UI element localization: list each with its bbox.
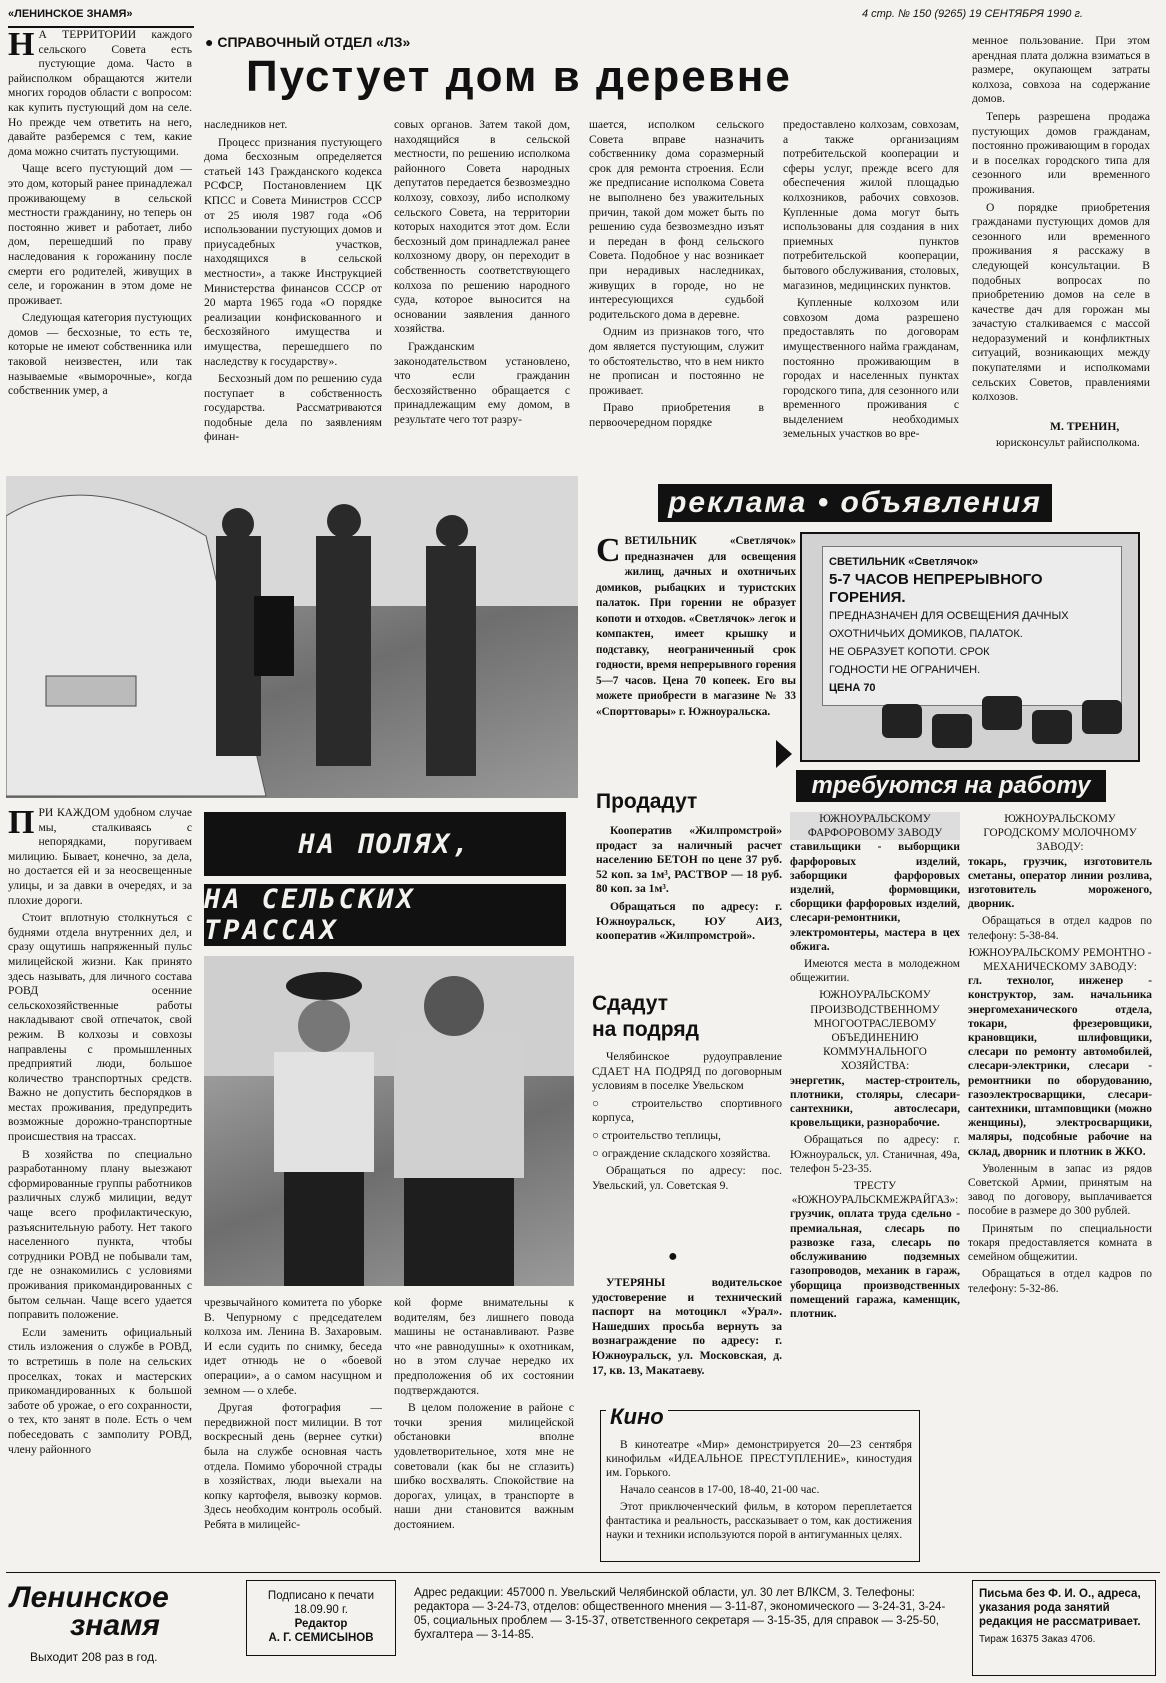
article2-column-1: П РИ КАЖДОМ удобном случае мы, сталкиваясь с непорядками, поругиваем милицию. Бывает, конечно, за дела, но достается ей и за неосвещенные улицы, и за давки в очередях, и за плохие дороги. Стоит вплотную столкнуться с буднями отдела внутренних дел, и сразу ощутишь напряженный пульс милицейской жизни. Как принято здесь называть, для личного состава РОВД осенние сельскохозяйственные работы накладывают свой отпечаток, свой режим. В колхозы и совхозы направлены с промышленных предприятий люди, большое количество транспортных средств. Важно не допустить беспорядков в местах проживания, предупредить возможные дорожно-транспортные происшествия на трассах. В хозяйства по специально разработанному плану выезжают сформированные группы работников различных служб милиции, ведут чаще всего профилактическую, разъяснительную работу. Нет такого населенного пункта, чтобы сотрудники РОВД не побывали там, где не ознакомились с условиями проживания прикомандированных с бытом сельчан. Чаще всего удается поправить положение. Если заменить официальный стиль изложения о службе в РОВД, то встретишь в поле на сельских проселках, токах и мастерских прикомандированных к большой заботе об урожае, о его сохранности, о тех, кто занят в поле. Есть о чем побеседовать с замполиту РОВД, члену районного <box>8 806 192 1456</box>
ads-banner: реклама • объявления <box>658 484 1052 522</box>
lamp-photo <box>800 532 1140 762</box>
sell-ad: Кооператив «Жилпромстрой» продаст за наличный расчет населению БЕТОН по цене 37 руб. 52 коп. за 1м³, РАСТВОР — 18 руб. 80 коп. за 1м³. Обращаться по адресу: г. Южноуральск, ЮУ АИЗ, кооператив «Жилпромстрой». <box>596 824 782 943</box>
two-men-illustration <box>204 956 574 1286</box>
jobs-column-1: ЮЖНОУРАЛЬСКОМУ ФАРФОРОВОМУ ЗАВОДУ ставильщики - выборщики фарфоровых изделий, заборщики фарфоровых изделий, формовщики, сборщики фарфоровых изделий, слесари-ремонтники, электромонтеры, мастера в цех обжига. Имеются места в молодежном общежитии. ЮЖНОУРАЛЬСКОМУ ПРОИЗВОДСТВЕННОМУ МНОГООТРАСЛЕВОМУ ОБЪЕДИНЕНИЮ КОММУНАЛЬНОГО ХОЗЯЙСТВА: энергетик, мастер-строитель, плотники, столяры, слесари-сантехники, автослесари, кровельщики, разнорабочие. Обращаться по адресу: г. Южноуральск, ул. Станичная, 49а, телефон 5-23-35. ТРЕСТУ «ЮЖНОУРАЛЬСКМЕЖРАЙГАЗ»: грузчик, оплата труда сдельно - премиальная, слесарь по развозке газа, слесарь по обслуживанию подземных газопроводов, механик в гараж, уборщица производственных помещений гаража, каменщик, плотник. <box>790 813 960 1320</box>
arrow-right-icon <box>776 740 792 768</box>
police-officers-illustration <box>6 476 578 798</box>
article1-column-5: предоставлено колхозам, совхозам, а также организациям потребительской кооперации и сферы услуг, прежде всего для обеспечения жилой площадью колхозников, рабочих совхозов. Купленные дома могут быть использованы для создания в них приемных пунктов потребительской кооперации, бытового обслуживания, столовых, магазинов, медицинских пунктов. Купленные колхозом или совхозом дома разрешено предоставлять по договорам имущественного найма гражданам, постоянно проживающим в городах и населенных пунктах городского типа, для сезонного или временного проживания с выделением необходимых земельных участков во вре- <box>783 118 959 441</box>
bullet-dot: ● <box>668 1248 678 1265</box>
article2-column-3: кой форме внимательны к водителям, без лишнего повода машины не останавливают. Разве что «не равнодушны» к охотникам, но в этом случае нередко их предположения об их состоянии подтверждаются. В целом положение в районе с точки зрения милицейской обстановки вполне удовлетворительное, хотя мне не советовали (как бы не сглазить) шибко восхвалять. Спокойствие на дорогах, улицах, в транспорте в наши дни становится важным достоянием. <box>394 1296 574 1531</box>
kino-heading: Кино <box>606 1404 668 1430</box>
footer-address: Адрес редакции: 457000 п. Увельский Челябинской области, ул. 30 лет ВЛКСМ, 3. Телефоны: редактора — 3-24-73, отделов: общественного мнения — 3-11-87, экономического — 3-24-31, 3-24-05, социальных проблем — 3-15-37, ответственного секретаря — 3-15-35, для справок — 3-25-50, бухгалтера — 3-14-85. <box>414 1587 946 1641</box>
lamp-ad-text: С ВЕТИЛЬНИК «Светлячок» предназначен для освещения жилищ, дачных и охотничьих домиков, рыбацких и туристских палаток. При горении не образует копоти и отходов. «Светлячок» легок и компактен, имеет крышку и подставку, неограниченный срок годности, время непрерывного горения 5—7 часов. Цена 70 копеек. Его вы можете приобрести в магазине № 33 «Спорттовары» г. Южноуральска. <box>596 534 796 718</box>
contract-heading-1: Сдадут <box>592 992 668 1015</box>
drop-cap: Н <box>8 28 35 63</box>
footer-signed-box: Подписано к печати 18.09.90 г. Редактор А. Г. СЕМИСЫНОВ <box>246 1580 396 1656</box>
article1-column-4: шается, исполком сельского Совета вправе назначить собственнику дома соразмерный срок для ремонта строения. Если же предписание исполкома Совета не выполнено без уважительных причин, такой дом может быть по решению суда безвозмездно изъят и передан в фонд сельского Совета. Подобное у нас возникает при нерадивых наследниках, живущих в городе, но не интересующихся судьбой родительского дома в деревне. Одним из признаков того, что дом является пустующим, служит то обстоятельство, что в нем никто не прописан и постоянно не проживает. Право приобретения в первоочередном порядке <box>589 118 764 429</box>
article1-column-2: наследников нет. Процесс признания пустующего дома бесхозным определяется статьей 143 Гражданского кодекса РСФСР, Постановлением ЦК КПСС и Совета Министров СССР от 25 июля 1987 года «Об использовании пустующих домов и приусадебных участков, находящихся в сельской местности», а также Инструкцией Министерства финансов СССР от 20 марта 1965 года «О порядке реализации конфискованного и бесхозяйного имущества и имущества, перешедшего по наследству к государству». Бесхозный дом по решению суда поступает в собственность государства. Рассматриваются подобные дела по заявлениям финан- <box>204 118 382 444</box>
masthead-issue: 4 стр. № 150 (9265) 19 СЕНТЯБРЯ 1990 г. <box>862 8 1083 20</box>
contract-heading-2: на подряд <box>592 1018 699 1041</box>
lamp-candles-illustration <box>802 684 1138 760</box>
article2-title-2: НА СЕЛЬСКИХ ТРАССАХ <box>204 884 566 946</box>
sell-heading: Продадут <box>596 790 698 813</box>
masthead-paper-name: «ЛЕНИНСКОЕ ЗНАМЯ» <box>8 8 133 20</box>
lost-ad: УТЕРЯНЫ водительское удостоверение и технический паспорт на мотоцикл «Урал». Нашедших просьба вернуть за вознаграждение по адресу: г. Южноуральск, ул. Московская, д. 17, кв. 13, Макатаеву. <box>592 1276 782 1377</box>
article1-column-6: менное пользование. При этом арендная плата должна взиматься в размере, окупающем затраты колхоза, совхоза на содержание домов. Теперь разрешена продажа пустующих домов гражданам, постоянно проживающим в городах и в поселках городского типа для сезонного или временного проживания. О порядке приобретения гражданами пустующих домов для сезонного или временного проживания я расскажу в следующей консультации. В подобных вопросах по приобретению домов на селе в качестве дач для горожан мы зачастую сталкиваемся с массой недоразумений и конфликтных ситуаций, возникающих между покупателями и исполкомами сельских Советов, правлениями колхозов. <box>972 34 1150 404</box>
footer-rule <box>6 1572 1160 1573</box>
footer-frequency: Выходит 208 раз в год. <box>30 1650 158 1664</box>
article1-column-3: совых органов. Затем такой дом, находящийся в сельской местности, по решению исполкома районного Совета народных депутатов передается безвозмездно колхозу, совхозу, либо исполкому сельского Совета, на территории которых находится этот дом. Если бесхозный дом принадлежал ранее колхозному двору, он переходит в собственность соответствующего колхоза по решению народного суда, которое выносится на основании заявления данного хозяйства. Гражданским законодательством установлено, что если гражданин бесхозяйственно обращается с принадлежащим ему домом, в результате чего тот разру- <box>394 118 570 426</box>
section-label: ● СПРАВОЧНЫЙ ОТДЕЛ «ЛЗ» <box>205 34 411 50</box>
jobs-column-2: ЮЖНОУРАЛЬСКОМУ ГОРОДСКОМУ МОЛОЧНОМУ ЗАВОДУ: токарь, грузчик, изготовитель сметаны, оператор линии розлива, изготовитель мороженого, дворник. Обращаться в отдел кадров по телефону: 5-38-84. ЮЖНОУРАЛЬСКОМУ РЕМОНТНО - МЕХАНИЧЕСКОМУ ЗАВОДУ: гл. технолог, инженер - конструктор, зам. начальника энергомеханического отдела, токари, фрезеровщики, крановщики, шлифовщики, слесари по ремонту автомобилей, слесари-электрики, слесари - ремонтники по оборудованию, газоэлектросварщики, слесари-сантехники, штамповщики (можно женщины), электросварщики, маляры, подсобные рабочие на склад, дворник и плотник в ЖКО. Уволенным в запас из рядов Советской Армии, принятым на завод по договору, выплачивается пособие в размере до 300 рублей. Принятым по специальности токаря предоставляется комната в семейном общежитии. Обращаться в отдел кадров по телефону: 5-32-86. <box>968 813 1152 1295</box>
contract-ad: Челябинское рудоуправление СДАЕТ НА ПОДРЯД по договорным условиям в поселке Увельском ○ строительство спортивного корпуса, ○ строительство теплицы, ○ ограждение складского хозяйства. Обращаться по адресу: пос. Увельский, ул. Советская 9. <box>592 1050 782 1192</box>
police-chairman-photo <box>204 956 574 1286</box>
article1-column-1: Н А ТЕРРИТОРИИ каждого сельского Совета есть пустующие дома. Часто в райисполком обращаются жители многих городов области с вопросом: как купить пустующий дом на селе. Но прежде чем ответить на него, давайте разберемся с тем, какие дома можно считать пустующими. Чаще всего пустующий дом — это дом, который ранее принадлежал проживающему в сельской местности гражданину, но теперь он постоянно живет и работает, либо дом, перешедший по праву наследования к горожанину после смерти его родителей, живущих в селе, и горожанин в этом доме не проживает. Следующая категория пустующих домов — бесхозные, то есть те, которые не имеют собственника или таковой неизвестен, или так называемые «выморочные», когда собственник умер, а <box>8 28 192 398</box>
article2-title-1: НА ПОЛЯХ, <box>204 812 566 876</box>
article-title: Пустует дом в деревне <box>246 52 792 101</box>
jobs-banner: требуются на работу <box>796 770 1106 802</box>
kino-text: В кинотеатре «Мир» демонстрируется 20—23 сентября кинофильм «ИДЕАЛЬНОЕ ПРЕСТУПЛЕНИЕ», киностудия им. Горького. Начало сеансов в 17-00, 18-40, 21-00 час. Этот приключенческий фильм, в котором переплетается фантастика и реальность, рассказывает о том, как достижения науки и техники используются порой в антигуманных целях. <box>606 1439 912 1541</box>
article2-column-2: чрезвычайного комитета по уборке В. Чепурному с председателем колхоза им. Ленина В. Захаровым. И если судить по снимку, беседа идет отнюдь не о «боевой операции», а о самом насущном и земном — о хлебе. Другая фотография — передвижной пост милиции. В тот воскресный день (вернее сутки) была на службе основная часть отдела. Помимо уборочной страды в хозяйствах, люди выехали на копку картофеля, вывозку кормов. Здесь необходим контроль особый. Ребята в милицейс- <box>204 1296 382 1531</box>
lamp-sign: СВЕТИЛЬНИК «Светлячок» 5-7 ЧАСОВ НЕПРЕРЫВНОГО ГОРЕНИЯ. ПРЕДНАЗНАЧЕН ДЛЯ ОСВЕЩЕНИЯ ДАЧНЫХ ОХОТНИЧЬИХ ДОМИКОВ, ПАЛАТОК. НЕ ОБРАЗУЕТ КОПОТИ. СРОК ГОДНОСТИ НЕ ОГРАНИЧЕН. ЦЕНА 70 <box>822 546 1122 706</box>
police-car-photo <box>6 476 578 798</box>
article1-author: М. ТРЕНИН, <box>1050 420 1120 433</box>
logo-line-1: Ленинское <box>10 1581 169 1614</box>
logo-line-2: знамя <box>70 1609 160 1642</box>
footer-letters-box: Письма без Ф. И. О., адреса, указания рода занятий редакция не рассматривает. Тираж 16375 Заказ 4706. <box>972 1580 1156 1676</box>
article1-author-title: юрисконсульт райисполкома. <box>996 436 1140 449</box>
